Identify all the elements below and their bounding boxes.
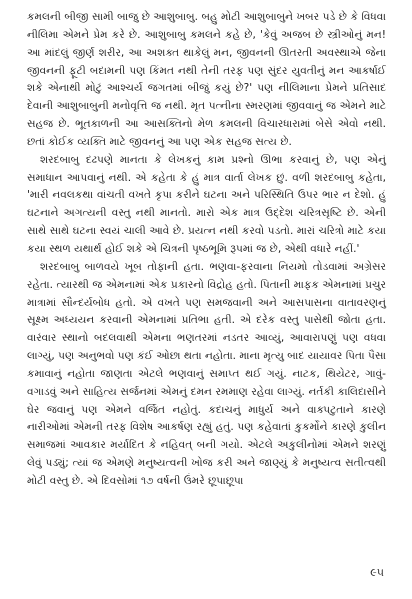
page-body [27, 9, 386, 491]
page-number: ૯૫ [370, 566, 384, 579]
paragraph-aashubabu: કમલની બીજી સામી બાજુ છે આશુબાબુ. બહુ મોટી આશુબાબુને ખબર પડે છે કે વિધવા નીલિમા એમને પ્રેમ કરે છે. આશુબાબુ કમલને કહે છે, 'કેવું અજબ છે સ્ત્રીઓનું મન! આ માંદલું જીર્ણ શરીર, આ અશક્ત થાકેલું મન, જીવનની ઊતરતી અવસ્થાએ જેના જીવનની ફૂટી બદામની પણ કિંમત નથી તેની તરફ પણ સુંદર યુવતીનું મન આકર્ષાઈ શકે એનાથી મોટું આશ્ચર્ય જગતમાં બીજું કયું છે?' પણ નીલિમાના પ્રેમને પ્રતિસાદ દેવાની આશુબાબુની મનોવૃત્તિ જ નથી. મૃત પત્નીના સ્મરણમાં જીવવાનું જ એમને માટે સહજ છે. ભૂતકાળની આ આસક્તિનો મેળ કમલની વિચારધારામાં બેસે એવો નથી. છતાં કોઈક વ્યક્તિ માટે જીવનનું આ પણ એક સહજ સત્ય છે. [27, 11, 386, 148]
paragraph-sharadbabu-childhood: શરદબાબુ બાળવયે ખૂબ તોફાની હતા. ભણવા-ફરવાના નિયમો તોડવામાં અગ્રેસર રહેતા. ત્યારથી જ એમનામાં એક પ્રકારનો વિદ્રોહ હતો. પિતાની માફક એમનામાં પ્રચુર માત્રામાં સૌન્દર્યબોધ હતો. એ વખતે પણ સમજવાની અને આસપાસના વાતાવરણનું સૂક્ષ્મ અધ્યયન કરવાની એમનામાં પ્રતિભા હતી. એ દરેક વસ્તુ પાસેથી જોતા હતા. વારંવાર સ્થાનો બદલવાથી એમના ભણતરમાં નડતર આવ્યું, આવારાપણું પણ વધવા લાગ્યું, પણ અનુભવો પણ કંઈ ઓછા થતા નહોતા. માના મૃત્યુ બાદ યાયાવર પિતા પૈસા કમાવાનું નહોતા જાણતા એટલે ભણવાનું સમાપ્ત થઈ ગયું. નાટક, થિયેટર, ગાવું-વગાડવું અને સાહિત્ય સર્જનમાં એમનું દમન રમમાણ રહેવા લાગ્યું. નર્તકી કાલિદાસીને ઘેર જવાનું પણ એમને વર્જિત નહોતું. કદાચનું માધુર્ય અને વાક્પટુતાને કારણે નારીઓમાં એમની તરફ વિશેષ આકર્ષણ રહ્યું હતું. પણ કહેવાતાં કુકર્મોને કારણે કુલીન સમાજમાં આવકાર મર્યાદિત કે નહિવત્ બની ગયો. એટલે અકુલીનોમાં એમને શરણું લેવું પડ્યું; ત્યાં જ એમણે મનુષ્યત્વની ખોજ કરી અને જાણ્યું કે મનુષ્યત્વ સતીત્વથી મોટી વસ્તુ છે. એ દિવસોમાં ૧૭ વર્ષની ઉંમરે છૂપાછૂપા [27, 260, 386, 487]
paragraph-sharadbabu-views: શરદબાબુ દઢપણે માનતા કે લેખકનું કામ પ્રશ્નો ઊભા કરવાનું છે, પણ એનું સમાધાન આપવાનું નથી. એ કહેતા કે હું માત્ર વાર્તા લેખક છું. વળી શરદબાબુ કહેતા, 'મારી નવલકથા વાંચતી વખતે કૃપા કરીને ઘટના અને પરિસ્થિતિ ઉપર ભાર ન દેશો. હું ઘટનાને અગત્યની વસ્તુ નથી માનતો. મારો એક માત્ર ઉદ્દેશ ચરિત્રસૃષ્ટિ છે. એની સાથે સાથે ઘટના સ્વયં ચાલી આવે છે. પ્રયત્ન નથી કરવો પડતો. મારાં ચરિત્રો માટે કયા કયા સ્થળ યથાર્થ હોઈ શકે એ ચિત્રની પૃષ્ઠભૂમિ રૂપમાં જ છે, એથી વધારે નહીં.' [27, 153, 386, 255]
